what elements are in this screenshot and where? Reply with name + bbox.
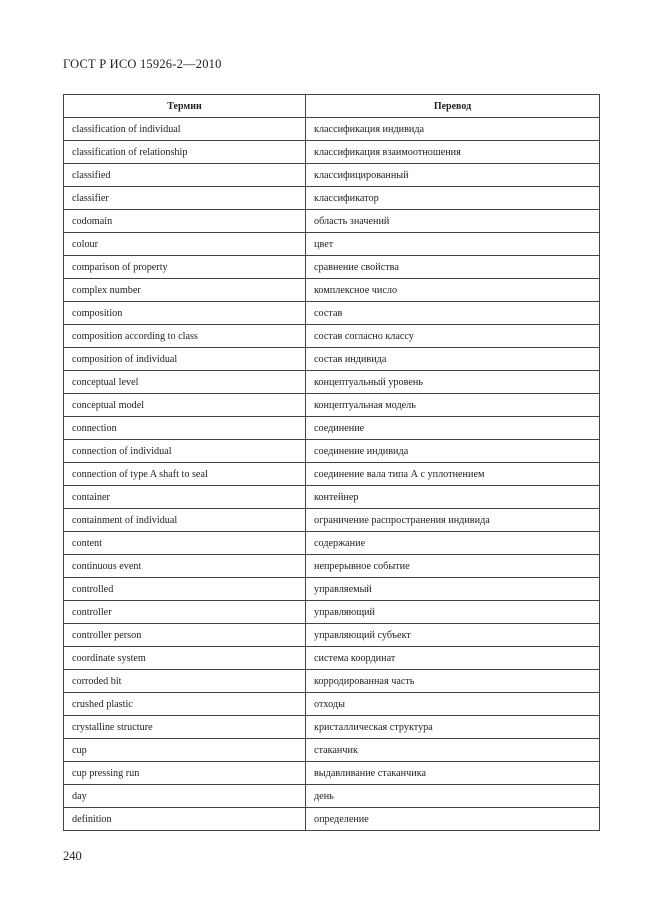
term-cell: content	[64, 532, 306, 555]
table-row	[64, 785, 600, 808]
term-cell: conceptual level	[64, 371, 306, 394]
term-cell: composition	[64, 302, 306, 325]
table-row	[64, 348, 600, 371]
term-cell: cup	[64, 739, 306, 762]
table-row	[64, 371, 600, 394]
term-cell: connection	[64, 417, 306, 440]
translation-cell: соединение вала типа А с уплотнением	[306, 463, 600, 486]
term-cell: controlled	[64, 578, 306, 601]
document-header: ГОСТ Р ИСО 15926-2—2010	[63, 57, 222, 71]
table-row	[64, 279, 600, 302]
term-cell: classification of individual	[64, 118, 306, 141]
term-cell: continuous event	[64, 555, 306, 578]
term-cell: day	[64, 785, 306, 808]
term-cell: coordinate system	[64, 647, 306, 670]
table-row	[64, 233, 600, 256]
term-cell: crystalline structure	[64, 716, 306, 739]
term-cell: conceptual model	[64, 394, 306, 417]
table-row	[64, 463, 600, 486]
translation-cell: кристаллическая структура	[306, 716, 600, 739]
term-cell: comparison of property	[64, 256, 306, 279]
term-cell: complex number	[64, 279, 306, 302]
term-cell: composition of individual	[64, 348, 306, 371]
translation-cell: цвет	[306, 233, 600, 256]
table-row	[64, 808, 600, 831]
term-cell: classified	[64, 164, 306, 187]
term-cell: connection of individual	[64, 440, 306, 463]
table-row	[64, 532, 600, 555]
term-cell: controller person	[64, 624, 306, 647]
table-row	[64, 141, 600, 164]
table-row	[64, 302, 600, 325]
table-row	[64, 739, 600, 762]
table-row	[64, 693, 600, 716]
table-row	[64, 624, 600, 647]
translation-cell: классификация индивида	[306, 118, 600, 141]
column-header-term: Термин	[64, 95, 306, 118]
term-cell: crushed plastic	[64, 693, 306, 716]
translation-cell: область значений	[306, 210, 600, 233]
table-row	[64, 509, 600, 532]
term-cell: cup pressing run	[64, 762, 306, 785]
translation-cell: состав	[306, 302, 600, 325]
translation-cell: непрерывное событие	[306, 555, 600, 578]
table-row	[64, 440, 600, 463]
table-row	[64, 716, 600, 739]
translation-cell: соединение индивида	[306, 440, 600, 463]
column-header-translation: Перевод	[306, 95, 600, 118]
translation-cell: управляющий субъект	[306, 624, 600, 647]
table-row	[64, 555, 600, 578]
table-row	[64, 578, 600, 601]
translation-cell: концептуальная модель	[306, 394, 600, 417]
translation-cell: день	[306, 785, 600, 808]
translation-cell: определение	[306, 808, 600, 831]
term-cell: classifier	[64, 187, 306, 210]
term-cell: classification of relationship	[64, 141, 306, 164]
term-cell: containment of individual	[64, 509, 306, 532]
translation-cell: состав согласно классу	[306, 325, 600, 348]
translation-cell: система координат	[306, 647, 600, 670]
term-cell: controller	[64, 601, 306, 624]
term-cell: definition	[64, 808, 306, 831]
translation-cell: классификатор	[306, 187, 600, 210]
translation-cell: комплексное число	[306, 279, 600, 302]
translation-cell: управляющий	[306, 601, 600, 624]
translation-cell: сравнение свойства	[306, 256, 600, 279]
table-row	[64, 601, 600, 624]
term-cell: connection of type A shaft to seal	[64, 463, 306, 486]
translation-cell: отходы	[306, 693, 600, 716]
term-cell: codomain	[64, 210, 306, 233]
term-cell: colour	[64, 233, 306, 256]
table-row	[64, 486, 600, 509]
table-body	[64, 118, 600, 831]
translation-cell: состав индивида	[306, 348, 600, 371]
table-row	[64, 210, 600, 233]
translation-cell: классифицированный	[306, 164, 600, 187]
terms-table	[63, 94, 600, 831]
table-row	[64, 256, 600, 279]
translation-cell: концептуальный уровень	[306, 371, 600, 394]
table-row	[64, 325, 600, 348]
table-row	[64, 670, 600, 693]
translation-cell: управляемый	[306, 578, 600, 601]
table-row	[64, 417, 600, 440]
table-row	[64, 647, 600, 670]
table-row	[64, 118, 600, 141]
translation-cell: контейнер	[306, 486, 600, 509]
table-row	[64, 164, 600, 187]
term-cell: container	[64, 486, 306, 509]
translation-cell: классификация взаимоотношения	[306, 141, 600, 164]
translation-cell: ограничение распространения индивида	[306, 509, 600, 532]
table-header-row	[64, 95, 600, 118]
term-cell: corroded bit	[64, 670, 306, 693]
term-cell: composition according to class	[64, 325, 306, 348]
translation-cell: выдавливание стаканчика	[306, 762, 600, 785]
translation-cell: соединение	[306, 417, 600, 440]
table-row	[64, 394, 600, 417]
table-row	[64, 187, 600, 210]
translation-cell: корродированная часть	[306, 670, 600, 693]
table-row	[64, 762, 600, 785]
translation-cell: содержание	[306, 532, 600, 555]
translation-cell: стаканчик	[306, 739, 600, 762]
page-number: 240	[63, 849, 82, 863]
